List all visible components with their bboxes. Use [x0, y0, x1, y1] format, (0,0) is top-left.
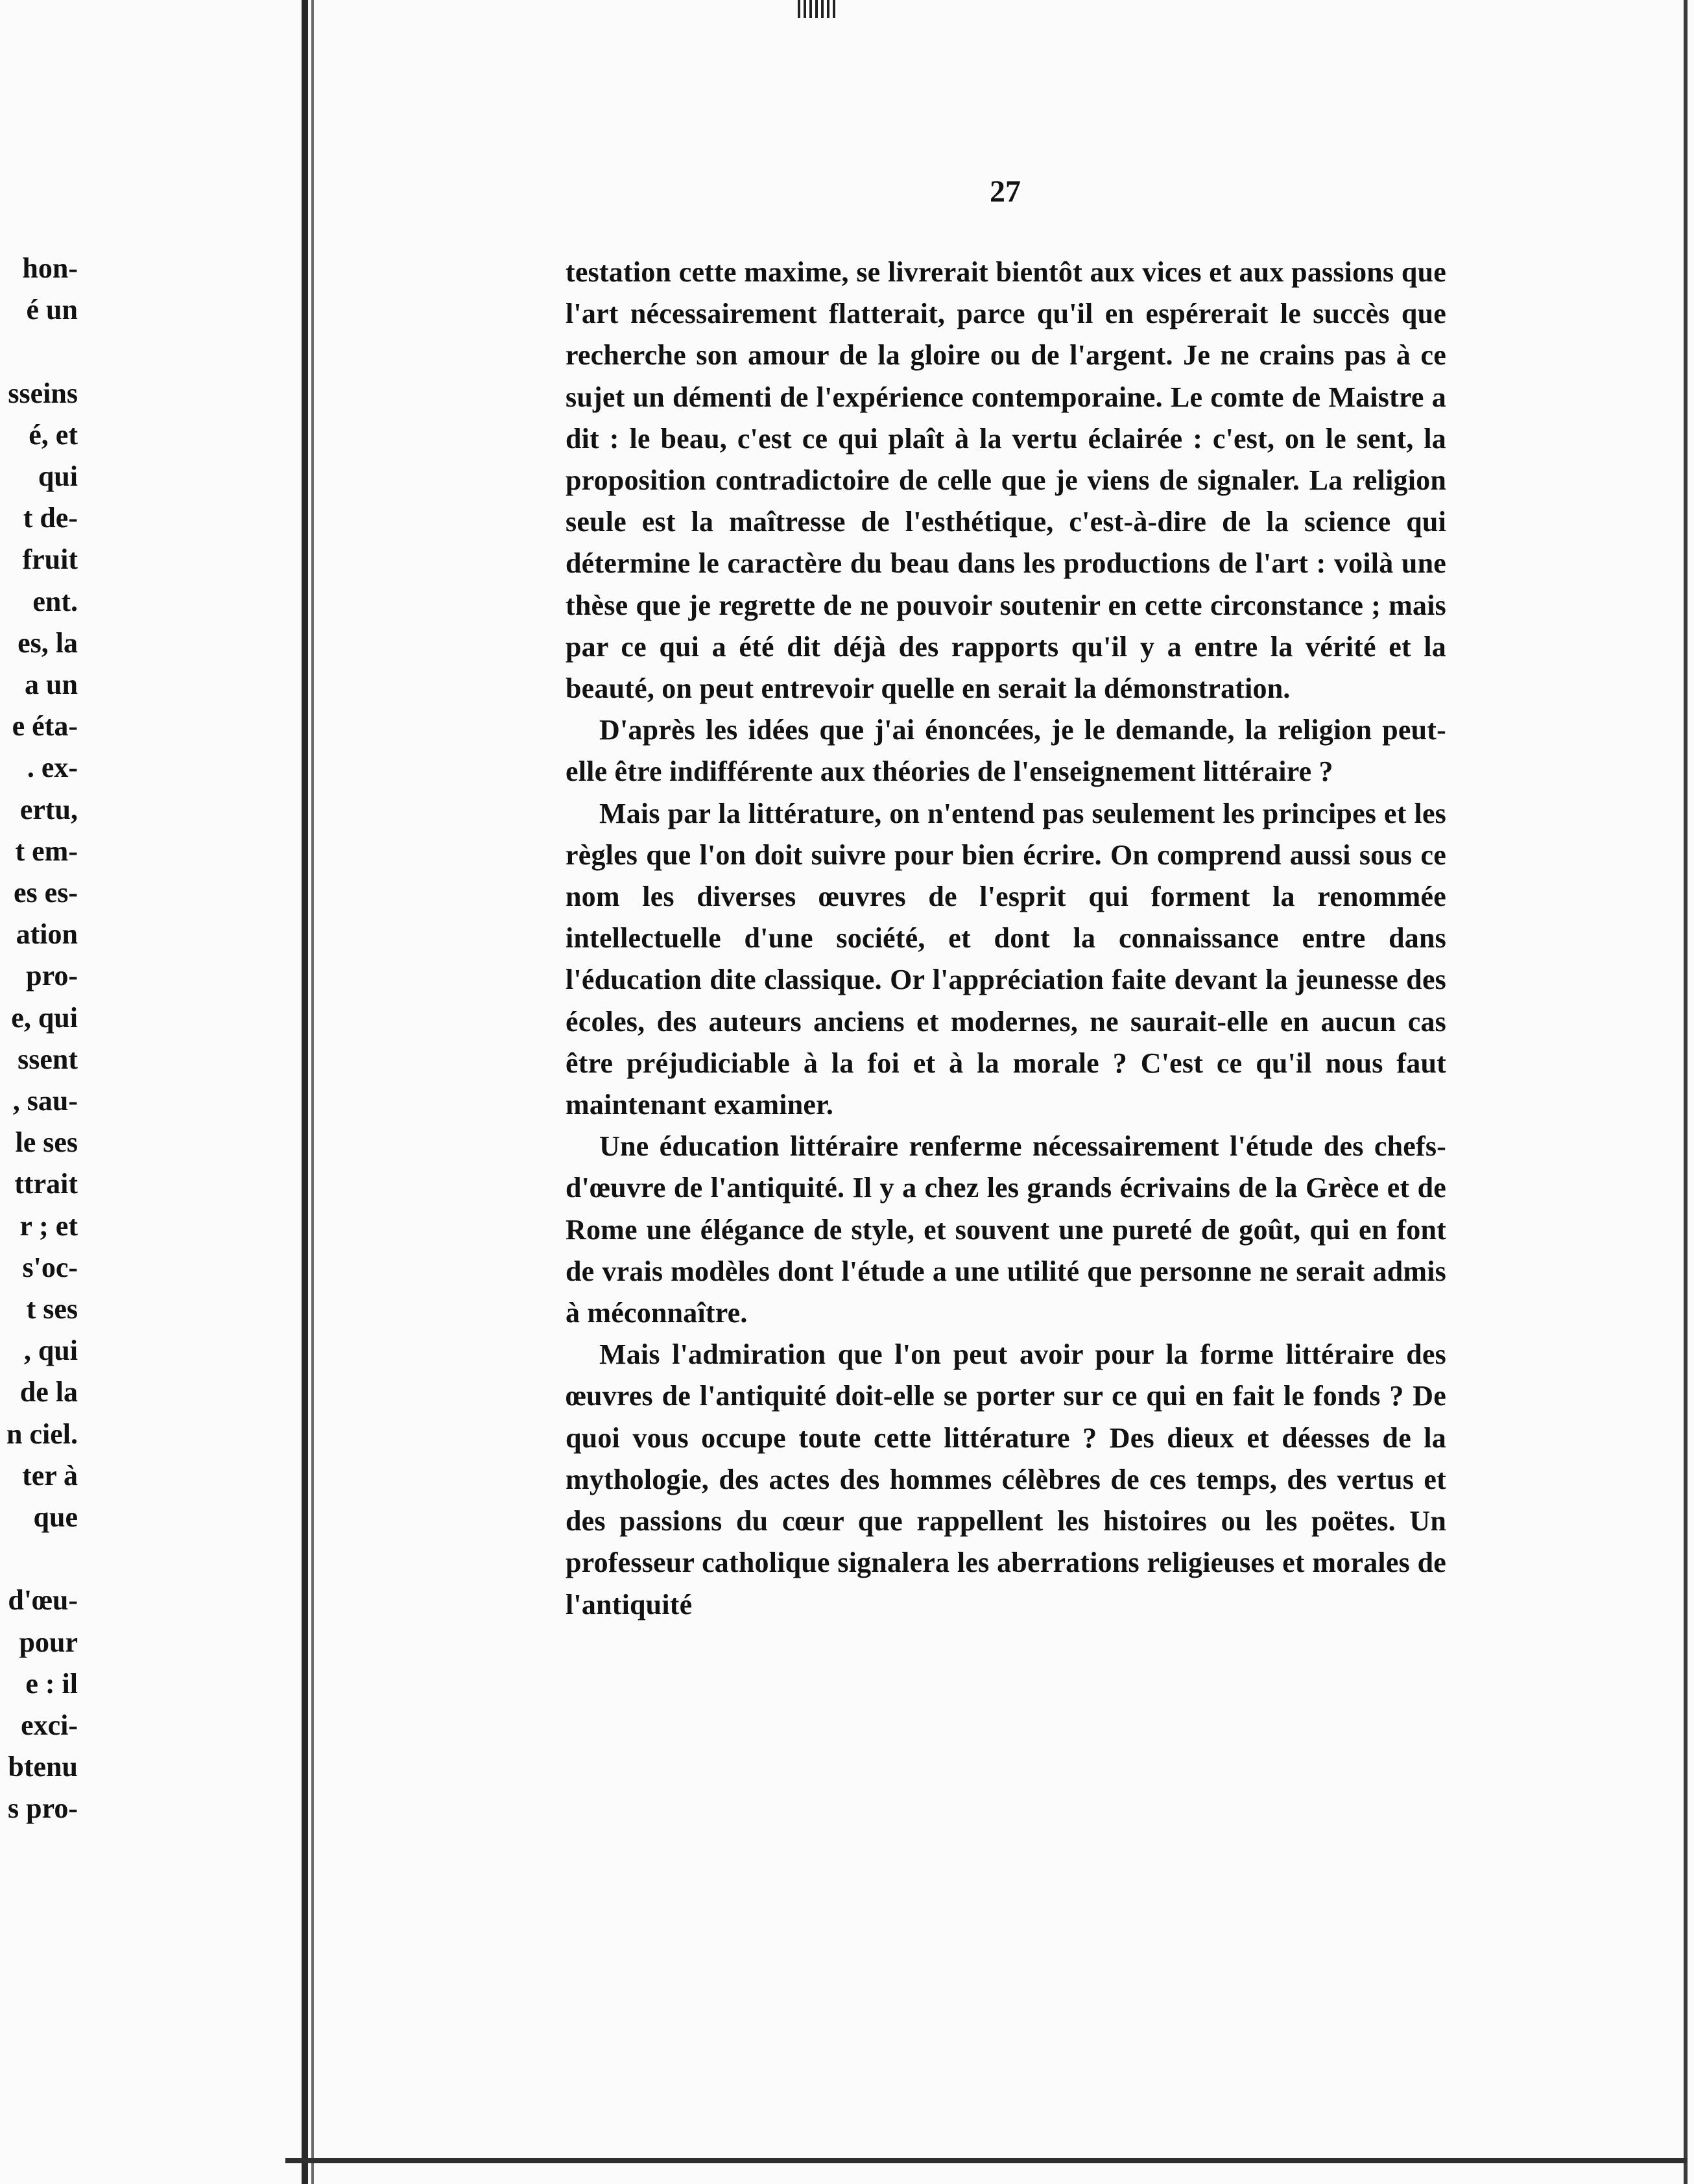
left-page-line-fragment: btenu — [8, 1751, 78, 1783]
left-page-line-fragment: , sau- — [12, 1085, 78, 1117]
left-page-line-fragment: pro- — [26, 960, 78, 992]
page-number: 27 — [990, 174, 1021, 209]
left-page-line-fragment: pour — [19, 1626, 78, 1658]
paragraph: testation cette maxime, se livrerait bientôt aux vices et aux passions que l'art nécessairement flatterait, parce qu'il en espérerait le succès que recherche son amour de la gloire ou de l'argent. Je ne crains pas à ce sujet un démenti de l'expérience contemporaine. Le comte de Maistre a dit : le beau, c'est ce qui plaît à la vertu éclairée : c'est, on le sent, la proposition contradictoire de celle que je viens de signaler. La religion seule est la maîtresse de l'esthétique, c'est-à-dire de la science qui détermine le caractère du beau dans les productions de l'art : voilà une thèse que je regrette de ne pouvoir soutenir en cette circonstance ; mais par ce qui a été dit déjà des rapports qu'il y a entre la vérité et la beauté, on peut entrevoir quelle en serait la démonstration. — [566, 256, 1446, 705]
left-page-line-fragment: fruit — [22, 543, 78, 576]
left-page-line-fragment: hon- — [22, 252, 78, 284]
left-page-line-fragment: ertu, — [19, 793, 78, 825]
left-page-line-fragment: qui — [38, 460, 78, 492]
left-page-line-fragment: t de- — [23, 502, 78, 534]
paragraph: Mais l'admiration que l'on peut avoir pour la forme littéraire des œuvres de l'antiquité doit-elle se porter sur ce qui en fait le fonds ? De quoi vous occupe toute cette littérature ? Des dieux et déesses de la mythologie, des actes des hommes célèbres de ces temps, des vertus et des passions du cœur que rappellent les histoires ou les poëtes. Un professeur catholique signalera les aberrations religieuses et morales de l'antiquité — [566, 1338, 1446, 1620]
left-page-line-fragment: s pro- — [8, 1792, 78, 1825]
left-page-line-fragment: n ciel. — [6, 1418, 78, 1450]
left-page-line-fragment: sseins — [8, 377, 78, 409]
left-page-line-fragment: a un — [25, 669, 78, 700]
left-page-line-fragment: t em- — [15, 835, 78, 867]
left-page-line-fragment: d'œu- — [8, 1584, 78, 1617]
left-page-line-fragment: e : il — [25, 1667, 78, 1700]
left-page-line-fragment: ation — [16, 918, 78, 951]
left-page-line-fragment: ssent — [18, 1043, 78, 1075]
left-page-line-fragment: e, qui — [11, 1001, 78, 1034]
left-page-line-fragment: es, la — [18, 626, 78, 659]
left-page-line-fragment: ent. — [32, 585, 78, 617]
scan-artifact-top — [798, 0, 837, 18]
left-page-line-fragment: , qui — [23, 1335, 78, 1367]
paragraph: Mais par la littérature, on n'entend pas seulement les principes et les règles que l'on doit suivre pour bien écrire. On comprend aussi sous ce nom les diverses œuvres de l'esprit qui forment la renommée intellectuelle d'une société, et dont la connaissance entre dans l'éducation dite classique. Or l'appréciation faite devant la jeunesse des écoles, des auteurs anciens et modernes, ne saurait-elle en aucun cas être préjudiciable à la foi et à la morale ? C'est ce qu'il nous faut maintenant examiner. — [566, 797, 1446, 1121]
left-page-line-fragment: r ; et — [19, 1209, 78, 1242]
left-page-line-fragment: ter à — [22, 1459, 78, 1491]
left-page-line-fragment: é, et — [29, 418, 78, 451]
left-page-edge-rule — [302, 0, 308, 2184]
left-page-line-fragment: que — [33, 1501, 78, 1533]
body-text — [566, 252, 1446, 1626]
left-page-line-fragment: t ses — [26, 1293, 78, 1325]
paragraph: Une éducation littéraire renferme nécessairement l'étude des chefs-d'œuvre de l'antiquité. Il y a chez les grands écrivains de la Grèce et de Rome une élégance de style, et souvent une pureté de goût, qui en font de vrais modèles dont l'étude a une utilité que personne ne serait admis à méconnaître. — [566, 1130, 1446, 1329]
left-page-line-fragment: es es- — [14, 877, 78, 908]
gutter-rule — [311, 0, 314, 2184]
left-page-line-fragment: . ex- — [27, 752, 78, 784]
left-page-line-fragment: ttrait — [14, 1168, 78, 1200]
bottom-page-edge-rule — [285, 2158, 1688, 2163]
left-page-line-fragment: exci- — [21, 1709, 78, 1741]
paragraph: D'après les idées que j'ai énoncées, je le demande, la religion peut-elle être indifférente aux théories de l'enseignement littéraire ? — [566, 714, 1446, 788]
left-page-line-fragment: le ses — [15, 1126, 78, 1159]
left-page-line-fragment: e éta- — [12, 710, 78, 742]
right-page-edge-rule — [1684, 0, 1688, 2184]
left-page-line-fragment: de la — [19, 1376, 78, 1408]
left-page-line-fragment: é un — [26, 294, 78, 326]
left-page-line-fragment: s'oc- — [22, 1251, 78, 1283]
